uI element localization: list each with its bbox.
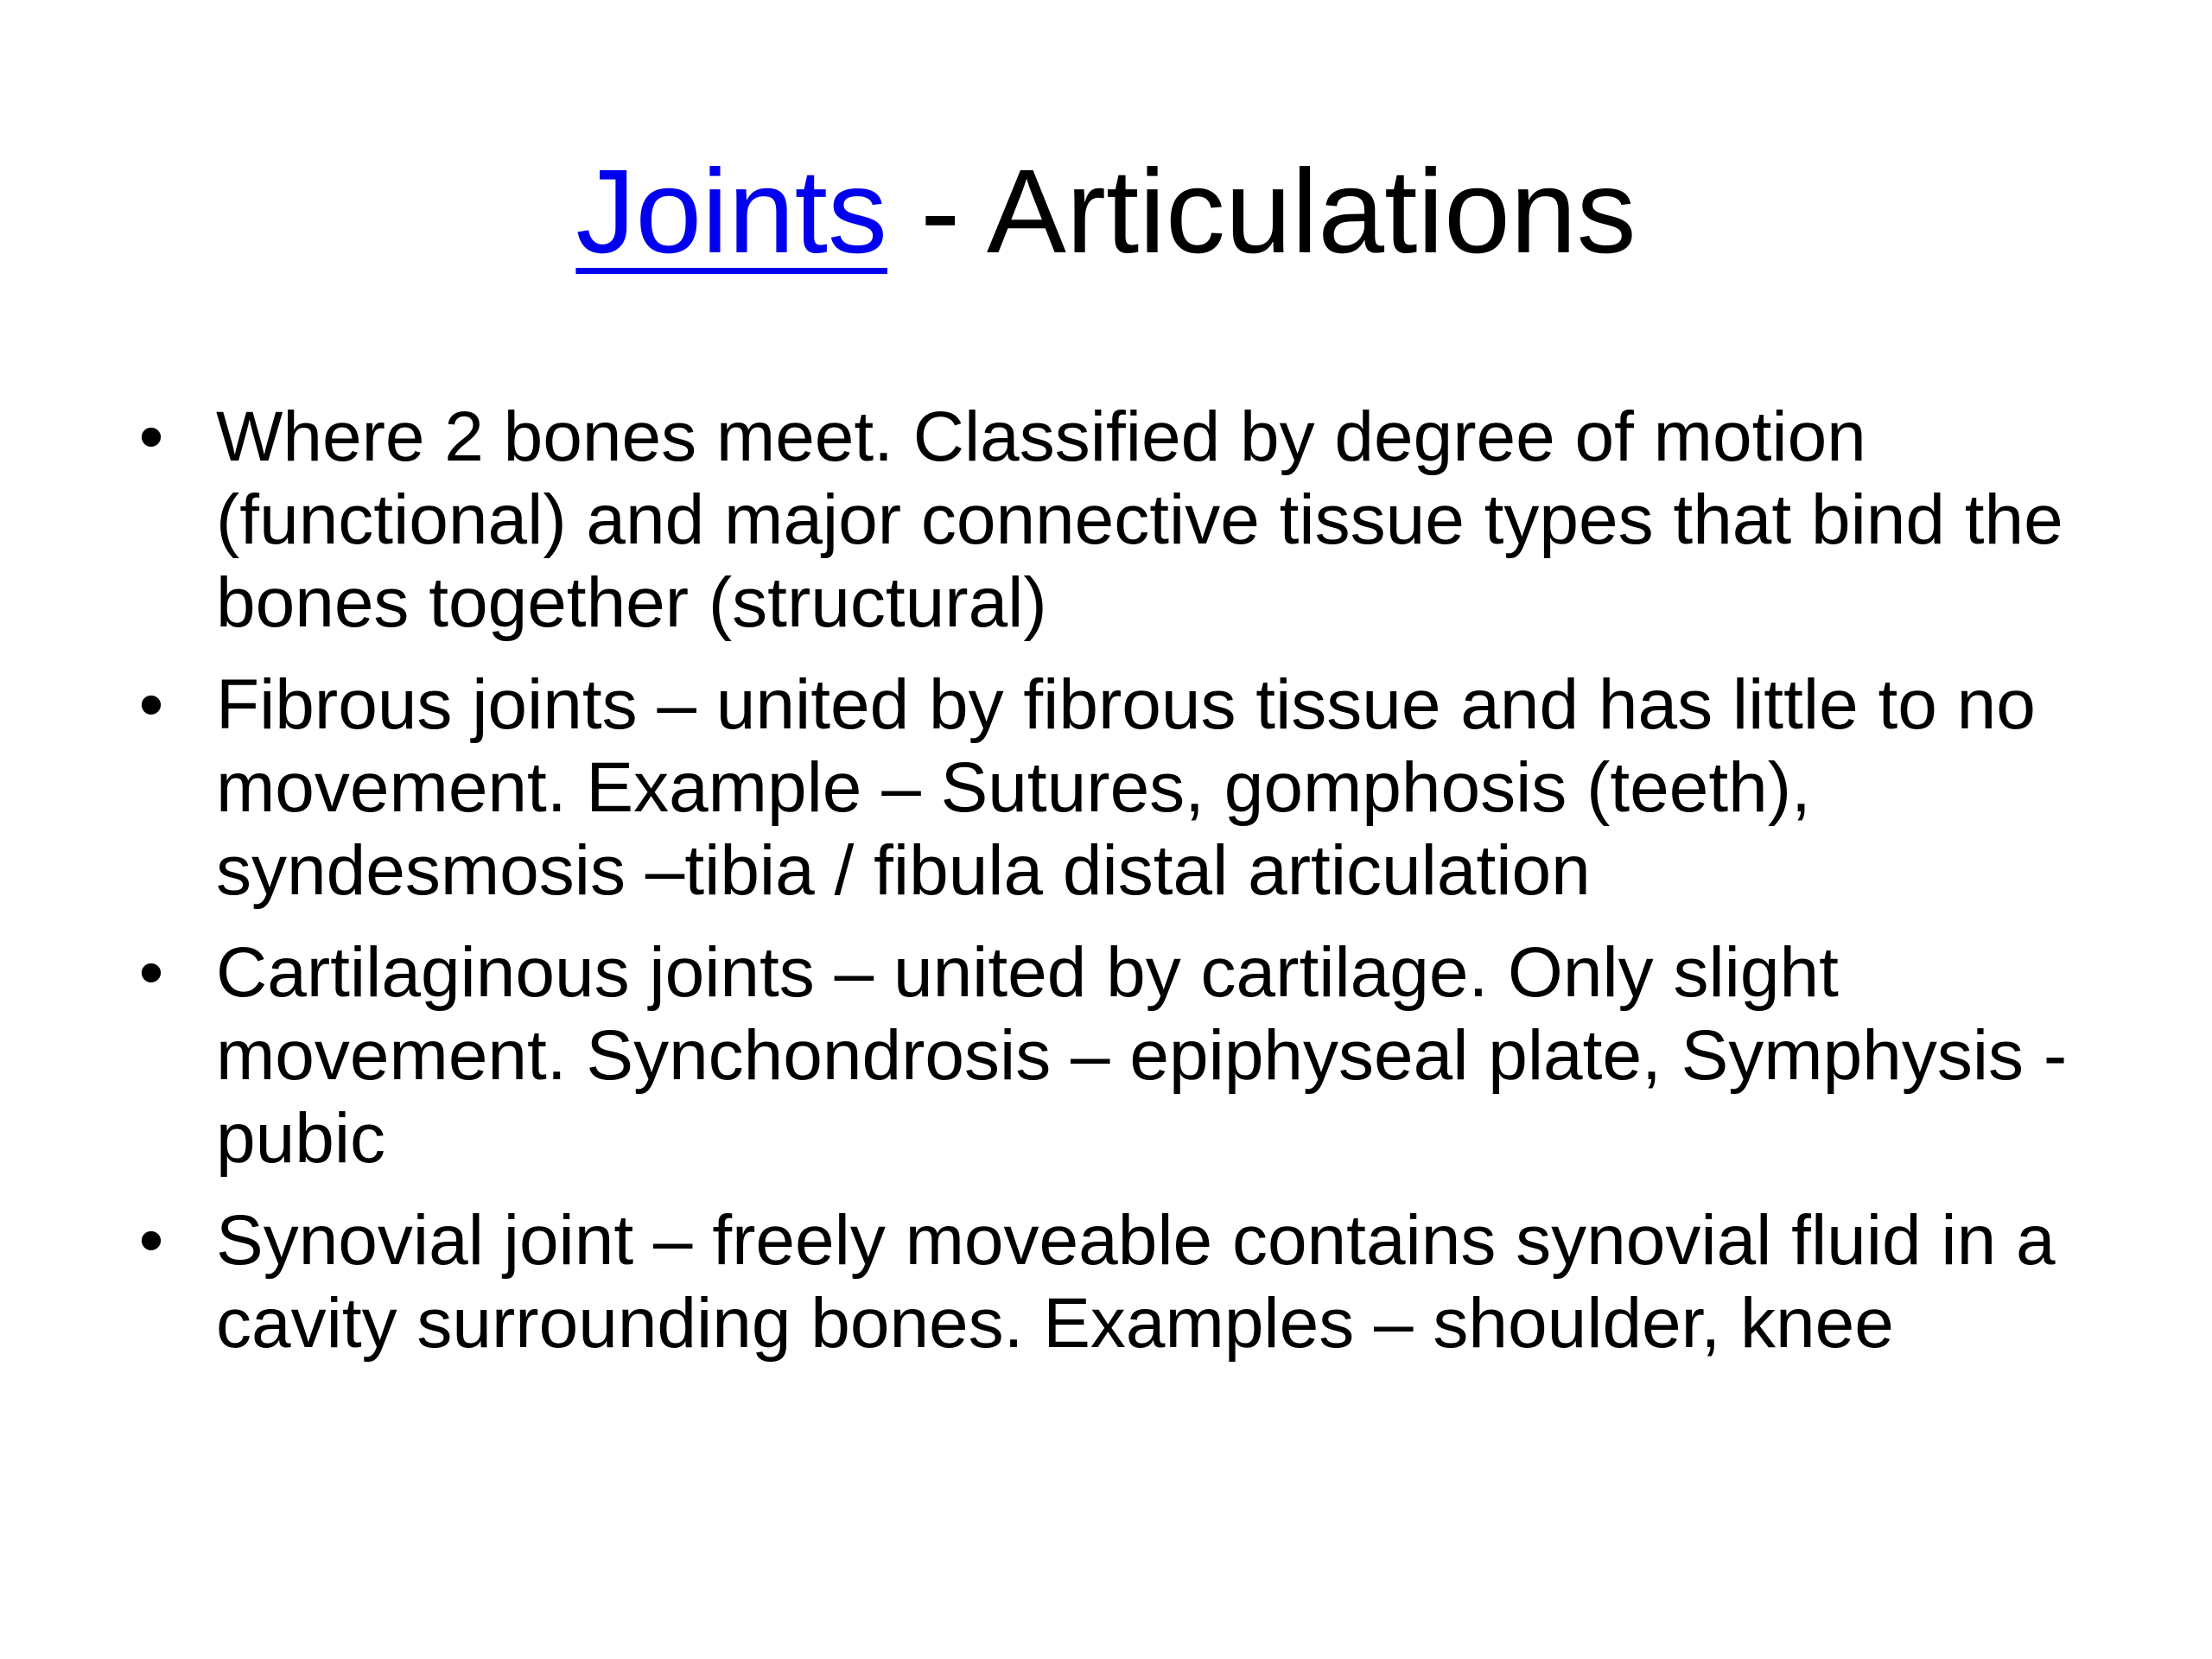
title-rest-text: - Articulations — [887, 145, 1637, 278]
bullet-item — [138, 931, 2108, 1180]
bullet-text: Synovial joint – freely moveable contains synovial fluid in a cavity surrounding bones. Examples – shoulder, knee — [216, 1201, 2056, 1363]
slide-title — [0, 138, 2212, 285]
bullet-dot-icon: • — [138, 665, 164, 744]
bullet-text: Cartilaginous joints – united by cartilage. Only slight movement. Synchondrosis – epiphyseal plate, Symphysis - pubic — [216, 933, 2068, 1178]
bullet-text: Where 2 bones meet. Classified by degree of motion (functional) and major connective tissue types that bind the bones together (structural) — [216, 397, 2063, 642]
bullet-list — [138, 396, 2108, 1384]
bullet-dot-icon: • — [138, 1201, 164, 1280]
bullet-item — [138, 396, 2108, 645]
bullet-text: Fibrous joints – united by fibrous tissue and has little to no movement. Example – Sutures, gomphosis (teeth), syndesmosis –tibia / fibula distal articulation — [216, 665, 2036, 910]
bullet-dot-icon: • — [138, 397, 164, 476]
bullet-item — [138, 1199, 2108, 1365]
joints-link[interactable]: Joints — [575, 145, 887, 278]
bullet-dot-icon: • — [138, 933, 164, 1012]
bullet-item — [138, 664, 2108, 912]
